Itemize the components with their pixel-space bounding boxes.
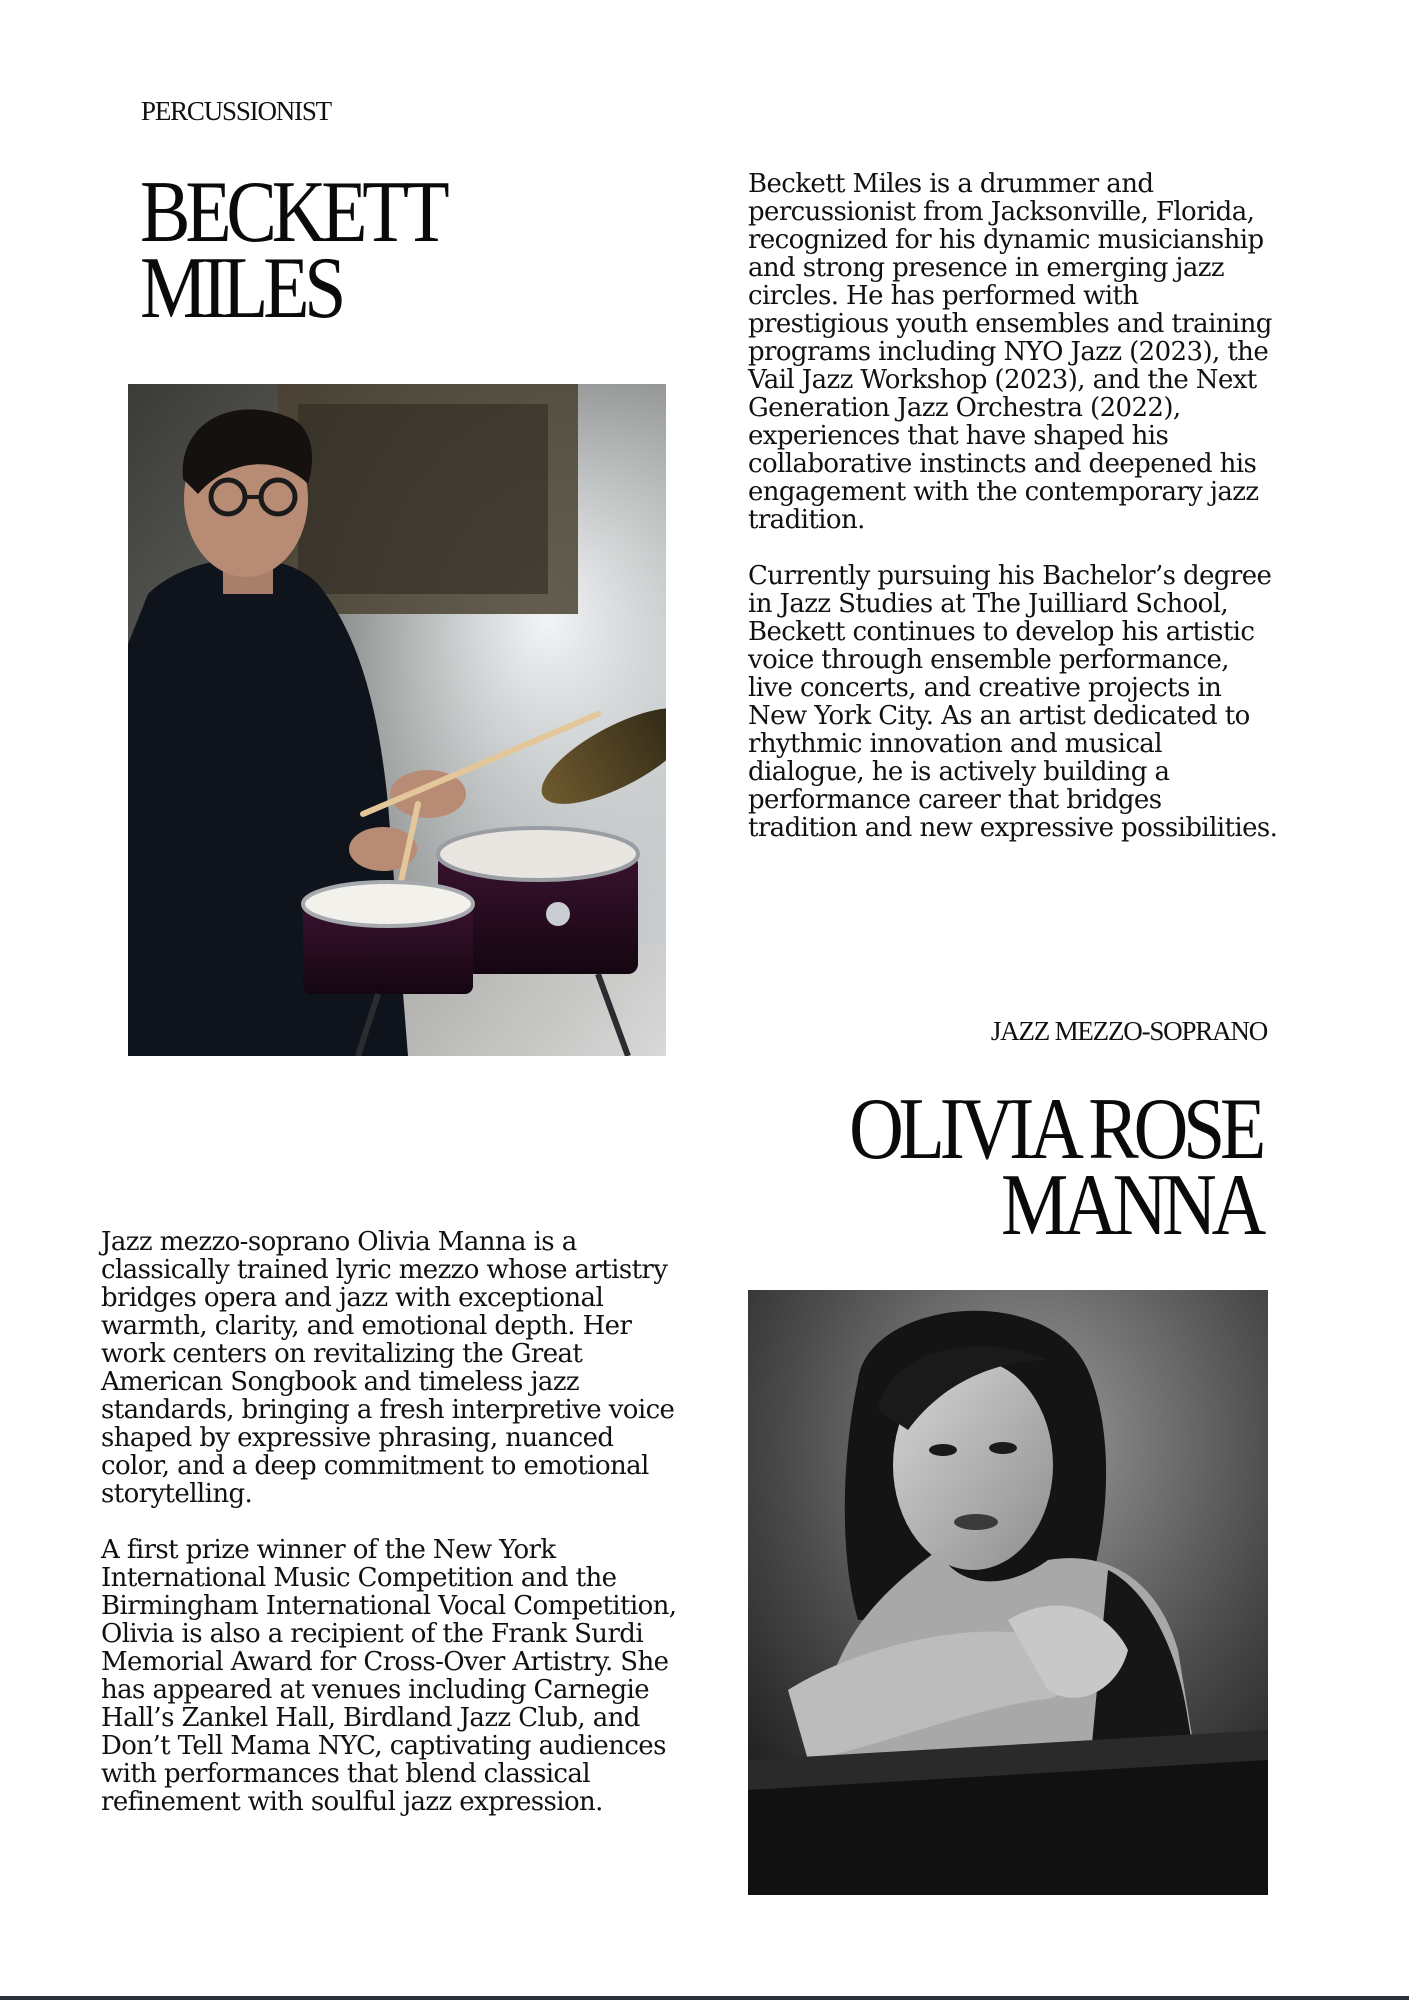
- beckett-name-line-1: BECKETT: [140, 164, 445, 261]
- beckett-role-label: PERCUSSIONIST: [141, 96, 331, 126]
- olivia-bio: [101, 1228, 681, 1816]
- beckett-bio: [748, 170, 1278, 842]
- olivia-bio-paragraph-2: A first prize winner of the New York International Music Competition and the Birmingham International Vocal Competition, Olivia is also a recipient of the Frank Surdi Memorial Award for Cross-Over Artistry. She has appeared at venues including Carnegie Hall’s Zankel Hall, Birdland Jazz Club, and Don’t Tell Mama NYC, captivating audiences with performances that blend classical refinement with soulful jazz expression.: [101, 1535, 677, 1817]
- olivia-name-heading: [848, 1081, 1261, 1254]
- beckett-bio-paragraph-1: Beckett Miles is a drummer and percussionist from Jacksonville, Florida, recognized for his dynamic musicianship and strong presence in emerging jazz circles. He has performed with prestigious youth ensembles and training programs including NYO Jazz (2023), the Vail Jazz Workshop (2023), and the Next Generation Jazz Orchestra (2022), experiences that have shaped his collaborative instincts and deepened his engagement with the contemporary jazz tradition.: [748, 169, 1272, 535]
- beckett-name-heading: [140, 164, 445, 337]
- bottom-rule: [0, 1996, 1409, 2000]
- olivia-bio-paragraph-1: Jazz mezzo-soprano Olivia Manna is a classically trained lyric mezzo whose artistry bridges opera and jazz with exceptional warmth, clarity, and emotional depth. Her work centers on revitalizing the Great American Songbook and timeless jazz standards, bringing a fresh interpretive voice shaped by expressive phrasing, nuanced color, and a deep commitment to emotional storytelling.: [101, 1227, 675, 1509]
- olivia-name-line-1: OLIVIA ROSE: [848, 1081, 1261, 1178]
- beckett-name-line-2: MILES: [140, 240, 342, 337]
- olivia-name-line-2: MANNA: [1000, 1157, 1261, 1254]
- beckett-bio-paragraph-2: Currently pursuing his Bachelor’s degree in Jazz Studies at The Juilliard School, Beckett continues to develop his artistic voice through ensemble performance, live concerts, and creative projects in New York City. As an artist dedicated to rhythmic innovation and musical dialogue, he is actively building a performance career that bridges tradition and new expressive possibilities.: [748, 561, 1278, 843]
- beckett-photo: [128, 384, 666, 1056]
- olivia-photo: [748, 1290, 1268, 1895]
- olivia-role-label: JAZZ MEZZO-SOPRANO: [990, 1016, 1267, 1046]
